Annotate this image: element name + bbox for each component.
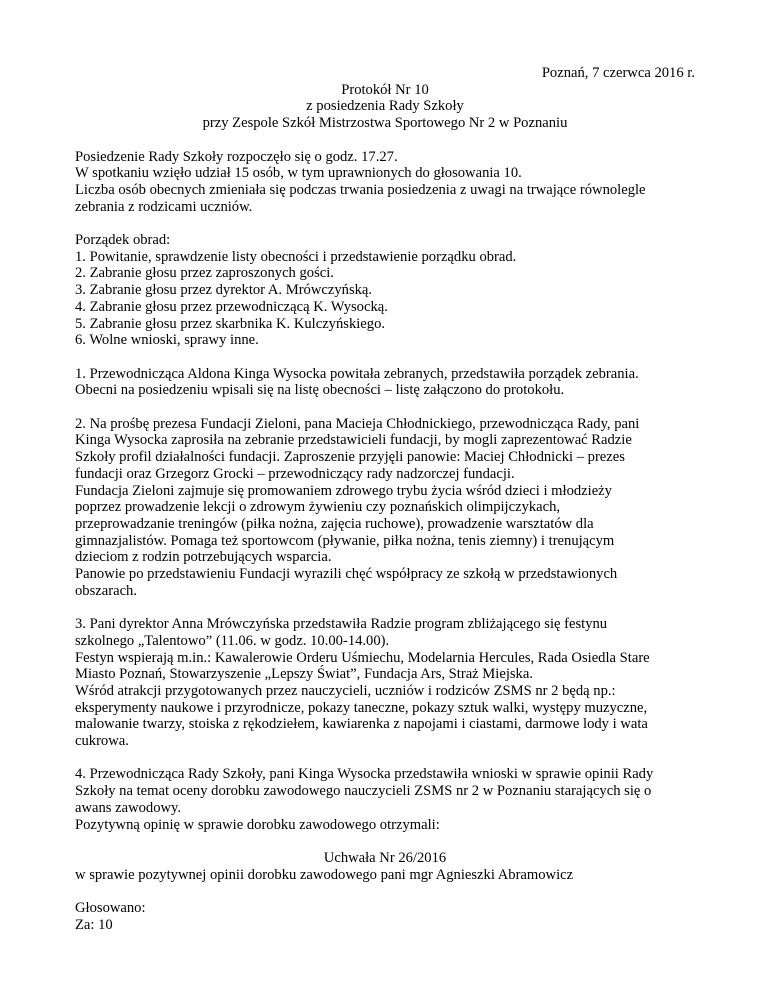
intro-line: W spotkaniu wzięło udział 15 osób, w tym uprawnionych do głosowania 10. (75, 165, 522, 182)
section-1 (75, 366, 695, 399)
section-line: fundacji oraz Grzegorz Grocki – przewodniczący rady nadzorczej fundacji. (75, 465, 515, 482)
vote-for: Za: 10 (75, 916, 113, 933)
section-line: 1. Przewodnicząca Aldona Kinga Wysocka powitała zebranych, przedstawiła porządek zebrania. (75, 365, 639, 382)
agenda-item: 4. Zabranie głosu przez przewodniczącą K. Wysocką. (75, 298, 388, 315)
agenda-item: 1. Powitanie, sprawdzenie listy obecności i przedstawienie porządku obrad. (75, 248, 517, 265)
document-page (75, 65, 695, 933)
section-line: 2. Na prośbę prezesa Fundacji Zieloni, pana Macieja Chłodnickiego, przewodnicząca Rady, pani (75, 415, 640, 432)
agenda (75, 232, 695, 349)
section-3 (75, 616, 695, 750)
section-line: Miasto Poznań, Stowarzyszenie „Lepszy Świat”, Fundacja Ars, Straż Miejska. (75, 666, 533, 683)
section-line: Obecni na posiedzeniu wpisali się na listę obecności – listę załączono do protokołu. (75, 382, 565, 399)
intro-line: Liczba osób obecnych zmieniała się podczas trwania posiedzenia z uwagi na trwające równolegle (75, 181, 646, 198)
section-line: Festyn wspierają m.in.: Kawalerowie Orderu Uśmiechu, Modelarnia Hercules, Rada Osiedla Stare (75, 649, 650, 666)
resolution-title: Uchwała Nr 26/2016 (323, 849, 447, 866)
section-line: Fundacja Zieloni zajmuje się promowaniem zdrowego trybu życia wśród dzieci i młodzieży (75, 482, 612, 499)
document-date: Poznań, 7 czerwca 2016 r. (541, 65, 695, 81)
title-line: z posiedzenia Rady Szkoły (306, 98, 464, 115)
section-line: Panowie po przedstawieniu Fundacji wyrazili chęć współpracy ze szkołą w przedstawionych (75, 566, 618, 583)
agenda-item: 2. Zabranie głosu przez zaproszonych gości. (75, 265, 334, 282)
section-line: 3. Pani dyrektor Anna Mrówczyńska przedstawiła Radzie program zbliżającego się festynu (75, 616, 608, 633)
intro-line: zebrania z rodzicami uczniów. (75, 198, 253, 215)
section-line: 4. Przewodnicząca Rady Szkoły, pani Kinga Wysocka przedstawiła wnioski w sprawie opinii Rady (75, 766, 654, 783)
section-line: cukrowa. (75, 733, 129, 750)
section-line: gimnazjalistów. Pomaga też sportowcom (pływanie, piłka nożna, tenis ziemny) i trenującym (75, 532, 615, 549)
section-line: awans zawodowy. (75, 799, 182, 816)
agenda-item: 6. Wolne wnioski, sprawy inne. (75, 332, 259, 349)
section-line: Pozytywną opinię w sprawie dorobku zawodowego otrzymali: (75, 816, 440, 833)
resolution (75, 850, 695, 883)
section-line: Kinga Wysocka zaprosiła na zebranie przedstawicieli fundacji, by mogli zaprezentować Radzie (75, 432, 632, 449)
section-line: malowanie twarzy, stoiska z rękodziełem, kawiarenka z napojami i ciastami, darmowe lody i wata (75, 716, 648, 733)
agenda-heading: Porządek obrad: (75, 232, 171, 248)
title-line: przy Zespole Szkół Mistrzostwa Sportowego Nr 2 w Poznaniu (202, 115, 568, 132)
section-line: szkolnego „Talentowo” (11.06. w godz. 10.00-14.00). (75, 632, 390, 649)
section-line: przeprowadzanie treningów (piłka nożna, zajęcia ruchowe), prowadzenie warsztatów dla (75, 515, 594, 532)
vote (75, 900, 695, 933)
section-line: obszarach. (75, 582, 137, 599)
section-line: Wśród atrakcji przygotowanych przez nauczycieli, uczniów i rodziców ZSMS nr 2 będą np.: (75, 682, 616, 699)
intro-paragraph (75, 149, 695, 216)
document-title (75, 82, 695, 132)
section-line: Szkoły profil działalności fundacji. Zaproszenie przyjęli panowie: Maciej Chłodnicki – prezes (75, 449, 625, 466)
title-line: Protokół Nr 10 (341, 81, 429, 98)
section-line: dzieciom z rodzin potrzebujących wsparcia. (75, 549, 332, 566)
section-line: Szkoły na temat oceny dorobku zawodowego nauczycieli ZSMS nr 2 w Poznaniu starających się o (75, 783, 652, 800)
section-4 (75, 766, 695, 833)
section-line: poprzez prowadzenie lekcji o zdrowym żywieniu czy poznańskich olimpijczykach, (75, 499, 561, 516)
resolution-subject: w sprawie pozytywnej opinii dorobku zawodowego pani mgr Agnieszki Abramowicz (75, 866, 574, 883)
intro-line: Posiedzenie Rady Szkoły rozpoczęło się o godz. 17.27. (75, 148, 398, 165)
agenda-item: 3. Zabranie głosu przez dyrektor A. Mrówczyńską. (75, 282, 373, 299)
section-2 (75, 416, 695, 600)
section-line: eksperymenty naukowe i przyrodnicze, pokazy taneczne, pokazy sztuk walki, występy muzyczne, (75, 699, 648, 716)
agenda-item: 5. Zabranie głosu przez skarbnika K. Kulczyńskiego. (75, 315, 386, 332)
vote-heading: Głosowano: (75, 900, 146, 917)
